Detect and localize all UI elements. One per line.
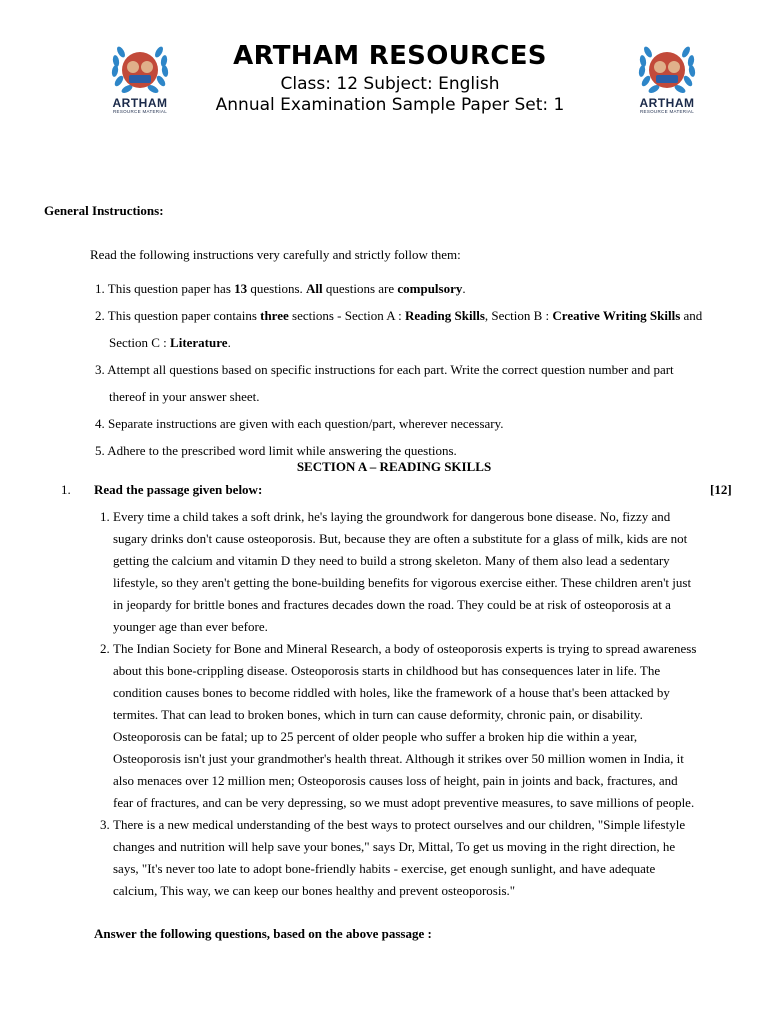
passage-paragraph: 2. The Indian Society for Bone and Mineral Research, a body of osteoporosis experts is trying to spread awareness about this bone-crippling disease. Osteoporosis starts in childhood but has consequences later in life. The condition causes bones to become riddled with holes, like the framework of a house that's been attacked by termites. That can lead to broken bones, which in turn can cause deformity, chronic pain, or disability. Osteoporosis can be fatal; up to 25 percent of older people who suffer a broken hip die within a year, Osteoporosis isn't just your grandmother's health threat. Although it strikes over 50 million women in India, it also menaces over 12 million men; Osteoporosis causes loss of height, pain in joints and back, fractures, and fear of fractures, and can be very depressing, so we must adopt preventive measures, to save millions of people. [100, 641, 697, 810]
answer-prompt: Answer the following questions, based on the above passage : [94, 926, 432, 941]
instructions-intro: Read the following instructions very carefully and strictly follow them: [90, 247, 461, 262]
logo-tagline: RESOURCE MATERIAL [112, 109, 168, 114]
section-a-title: SECTION A – READING SKILLS [296, 459, 492, 474]
brand-title: ARTHAM RESOURCES [233, 41, 547, 71]
class-subject-line: Class: 12 Subject: English [280, 74, 500, 94]
logo-tagline: RESOURCE MATERIAL [639, 109, 695, 114]
question-title: Read the passage given below: [94, 482, 263, 497]
instruction-item: 5. Adhere to the prescribed word limit while answering the questions. [95, 443, 457, 458]
instruction-item: 1. This question paper has 13 questions. All questions are compulsory. [95, 281, 466, 296]
page-header [0, 38, 768, 128]
laurel-emblem-icon [634, 40, 700, 96]
passage-paragraph: 1. Every time a child takes a soft drink, he's laying the groundwork for dangerous bone disease. No, fizzy and sugary drinks don't cause osteoporosis. But, because they are often a substitute for a glass of milk, kids are not getting the calcium and vitamin D they need to build a strong skeleton. Many of them also lead a sedentary lifestyle, so they aren't getting the bone-building benefits for vigorous exercise either. These children aren't just in jeopardy for brittle bones and fractures decades down the road. They could be at risk of osteoporosis at a younger age than ever before. [100, 509, 692, 634]
reading-passage [100, 506, 700, 902]
instruction-item: 4. Separate instructions are given with each question/part, wherever necessary. [95, 416, 504, 431]
artham-logo-left [101, 40, 179, 122]
passage-paragraph: 3. There is a new medical understanding of the best ways to protect ourselves and our children, "Simple lifestyle changes and nutrition will help save your bones," says Dr, Mittal, To get us moving in the right direction, he says, "It's never too late to adopt bone-friendly habits - exercise, get enough sunlight, and have adequate calcium, This way, we can keep our bones healthy and prevent osteoporosis." [100, 817, 686, 898]
question-number: 1. [61, 482, 71, 497]
instruction-item: 2. This question paper contains three sections - Section A : Reading Skills, Section B : Creative Writing Skills and Section C : Literature. [95, 308, 703, 350]
general-instructions-heading: General Instructions: [44, 203, 164, 218]
instructions-list [95, 275, 740, 464]
logo-wordmark: ARTHAM [639, 96, 695, 110]
title-block [180, 38, 600, 116]
question-marks: [12] [710, 482, 732, 497]
instruction-item: 3. Attempt all questions based on specific instructions for each part. Write the correct question number and part thereof in your answer sheet. [95, 362, 674, 404]
logo-wordmark: ARTHAM [112, 96, 168, 110]
artham-logo-right [628, 40, 706, 122]
laurel-emblem-icon [107, 40, 173, 96]
exam-set-line: Annual Examination Sample Paper Set: 1 [215, 95, 565, 115]
